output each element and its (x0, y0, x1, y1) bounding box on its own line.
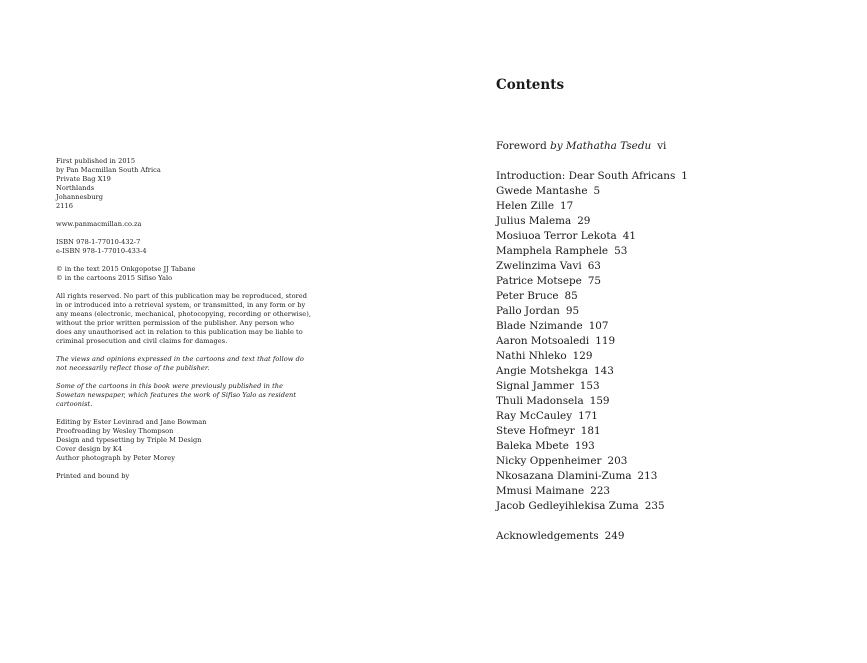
toc-label: Thuli Madonsela (496, 395, 584, 407)
website-text: www.panmacmillan.co.za (56, 220, 142, 228)
toc-label: Peter Bruce (496, 290, 559, 302)
isbn-block (56, 238, 356, 256)
rights-block (56, 292, 356, 346)
toc-page: 171 (578, 410, 598, 422)
toc-label: Helen Zille (496, 200, 555, 212)
toc-label: Mamphela Ramphele (496, 245, 609, 257)
toc-page: vi (657, 140, 667, 152)
toc-entry (496, 394, 688, 409)
views-line: not necessarily reflect those of the publisher. (56, 364, 210, 372)
printed-by (56, 472, 356, 481)
toc-label: Patrice Motsepe (496, 275, 582, 287)
toc-label: Nkosazana Dlamini-Zuma (496, 470, 632, 482)
toc-label: Acknowledgements (496, 530, 599, 542)
toc-page: 85 (564, 290, 578, 302)
rights-line: does any unauthorised act in relation to this publication may be liable to (56, 328, 303, 336)
table-of-contents (496, 139, 688, 544)
contents-page (496, 76, 856, 542)
toc-entry (496, 424, 688, 439)
toc-page: 1 (681, 170, 688, 182)
toc-label: Aaron Motsoaledi (496, 335, 590, 347)
toc-page: 129 (572, 350, 593, 362)
views-line: The views and opinions expressed in the cartoons and text that follow do (56, 355, 304, 363)
imprint-line: Private Bag X19 (56, 175, 111, 183)
rights-line: in or introduced into a retrieval system, or transmitted, in any form or by (56, 301, 306, 309)
toc-entry (496, 229, 688, 244)
rights-line: All rights reserved. No part of this publication may be reproduced, stored (56, 292, 308, 300)
toc-page: 75 (587, 275, 602, 287)
website (56, 220, 356, 229)
isbn-line: e-ISBN 978-1-77010-433-4 (56, 247, 147, 255)
toc-page: 235 (644, 500, 665, 512)
credit-line: Cover design by K4 (56, 445, 123, 453)
toc-page: 29 (577, 215, 591, 227)
toc-label: Mosiuoa Terror Lekota (496, 230, 617, 242)
toc-label: Introduction: Dear South Africans (496, 170, 676, 182)
credits-block (56, 418, 356, 463)
toc-label: Nicky Oppenheimer (496, 455, 602, 467)
toc-label: Angie Motshekga (496, 365, 589, 377)
toc-label: Mmusi Maimane (496, 485, 585, 497)
toc-page: 223 (590, 485, 611, 497)
toc-label: Signal Jammer (496, 380, 574, 392)
toc-entry (496, 439, 688, 454)
toc-page: 63 (587, 260, 601, 272)
toc-entry (496, 349, 688, 364)
toc-entry (496, 259, 688, 274)
rights-line: without the prior written permission of the publisher. Any person who (56, 319, 295, 327)
toc-entry (496, 334, 688, 349)
credit-line: Author photograph by Peter Morey (56, 454, 176, 462)
isbn-line: ISBN 978-1-77010-432-7 (56, 238, 141, 246)
toc-page: 107 (588, 320, 609, 332)
toc-entry (496, 319, 688, 334)
imprint-line: 2116 (56, 202, 73, 210)
toc-entry (496, 169, 688, 184)
toc-entry (496, 469, 688, 484)
toc-label: Pallo Jordan (496, 305, 560, 317)
toc-entry (496, 274, 688, 289)
toc-entry-acknowledgements (496, 529, 688, 544)
cartoons-line: Sowetan newspaper, which features the work of Sifiso Yalo as resident (56, 391, 297, 399)
toc-label: Blade Nzimande (496, 320, 583, 332)
toc-label: Foreword (496, 140, 551, 152)
toc-page: 181 (580, 425, 601, 437)
toc-entry (496, 244, 688, 259)
copyright-line: © in the cartoons 2015 Sifiso Yalo (56, 274, 173, 282)
rights-line: criminal prosecution and civil claims for damages. (56, 337, 228, 345)
toc-page: 95 (565, 305, 580, 317)
toc-entry (496, 289, 688, 304)
views-disclaimer (56, 355, 356, 373)
copyright-block (56, 265, 356, 283)
toc-page: 119 (595, 335, 616, 347)
copyright-line: © in the text 2015 Onkgopotse JJ Tabane (56, 265, 196, 273)
rights-line: any means (electronic, mechanical, photocopying, recording or otherwise), (56, 310, 311, 318)
credit-line: Proofreading by Wesley Thompson (56, 427, 174, 435)
toc-label: Steve Hofmeyr (496, 425, 575, 437)
toc-entry (496, 304, 688, 319)
toc-label: Nathi Nhleko (496, 350, 567, 362)
imprint-line: Johannesburg (56, 193, 104, 201)
toc-entry (496, 184, 688, 199)
toc-entry (496, 199, 688, 214)
toc-label: Gwede Mantashe (496, 185, 588, 197)
toc-entry (496, 499, 688, 514)
toc-label: Baleka Mbete (496, 440, 569, 452)
publisher-address (56, 157, 356, 211)
toc-byline: by Mathatha Tsedu (550, 140, 652, 152)
toc-entry (496, 379, 688, 394)
toc-entry-foreword (496, 139, 688, 154)
cartoons-note (56, 382, 356, 409)
toc-page: 5 (593, 185, 601, 197)
imprint-line: First published in 2015 (56, 157, 136, 165)
credit-line: Editing by Ester Levinrad and Jane Bowman (56, 418, 207, 426)
toc-page: 193 (574, 440, 595, 452)
toc-label: Jacob Gedleyihlekisa Zuma (496, 500, 639, 512)
cartoons-line: Some of the cartoons in this book were previously published in the (56, 382, 284, 390)
toc-entry (496, 454, 688, 469)
toc-label: Zwelinzima Vavi (496, 260, 582, 272)
toc-entry (496, 214, 688, 229)
toc-page: 203 (607, 455, 628, 467)
toc-page: 153 (579, 380, 600, 392)
printed-line: Printed and bound by (56, 472, 130, 480)
toc-page: 17 (560, 200, 574, 212)
toc-entry (496, 409, 688, 424)
credit-line: Design and typesetting by Triple M Design (56, 436, 202, 444)
toc-label: Julius Malema (496, 215, 572, 227)
toc-entry (496, 364, 688, 379)
toc-label: Ray McCauley (496, 410, 573, 422)
imprint-line: by Pan Macmillan South Africa (56, 166, 161, 174)
toc-page: 213 (637, 470, 658, 482)
toc-entry (496, 484, 688, 499)
imprint-page (56, 157, 356, 490)
toc-page: 53 (614, 245, 628, 257)
toc-page: 143 (594, 365, 614, 377)
toc-page: 159 (589, 395, 610, 407)
toc-page: 41 (622, 230, 636, 242)
imprint-line: Northlands (56, 184, 95, 192)
toc-page: 249 (604, 530, 625, 542)
cartoons-line: cartoonist. (56, 400, 93, 408)
contents-title: Contents (496, 77, 565, 93)
